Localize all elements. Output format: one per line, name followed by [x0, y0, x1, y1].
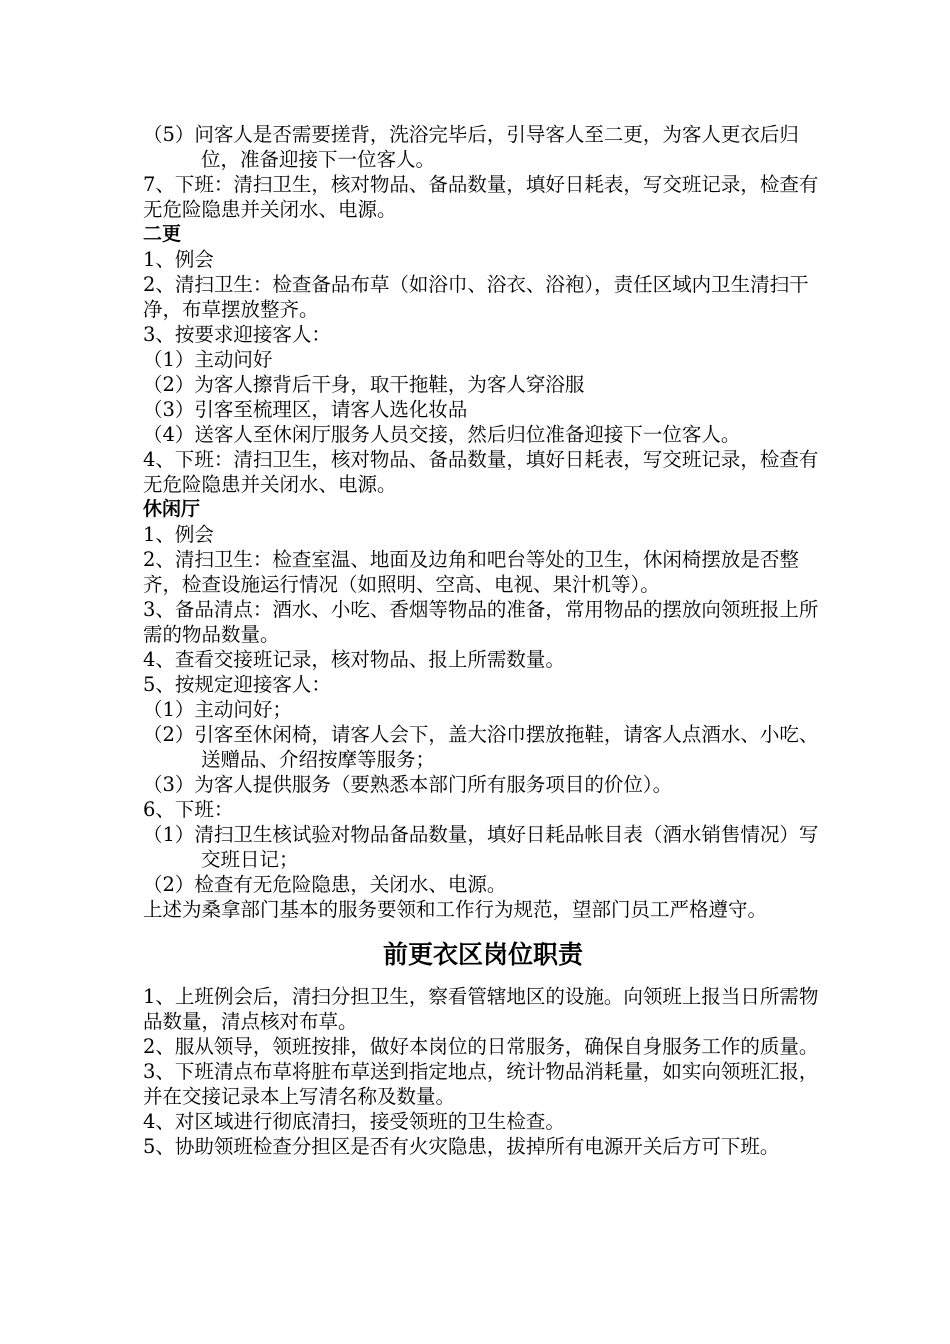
paragraph: 3、下班清点布草将脏布草送到指定地点，统计物品消耗量，如实向领班汇报，并在交接记录本上写清名称及数量。	[143, 1060, 819, 1108]
document-page	[143, 122, 823, 1159]
paragraph: 4、查看交接班记录，核对物品、报上所需数量。	[143, 648, 565, 671]
paragraph: 3、备品清点：酒水、小吃、香烟等物品的准备，常用物品的摆放向领班报上所需的物品数量。	[143, 598, 819, 646]
paragraph: 1、上班例会后，清扫分担卫生，察看管辖地区的设施。向领班上报当日所需物品数量，清点核对布草。	[143, 985, 819, 1033]
paragraph: 3、按要求迎接客人：	[143, 323, 331, 346]
paragraph: 2、服从领导，领班按排，做好本岗位的日常服务，确保自身服务工作的质量。	[143, 1035, 819, 1058]
paragraph: 1、例会	[143, 523, 214, 546]
paragraph: （5）问客人是否需要搓背，洗浴完毕后，引导客人至二更，为客人更衣后归位，准备迎接下一位客人。	[143, 123, 799, 171]
paragraph: 2、清扫卫生：检查室温、地面及边角和吧台等处的卫生，休闲椅摆放是否整齐，检查设施运行情况（如照明、空高、电视、果汁机等）。	[143, 548, 799, 596]
sub-item: （4）送客人至休闲厅服务人员交接，然后归位准备迎接下一位客人。	[143, 423, 741, 446]
sub-item: （3）引客至梳理区，请客人选化妆品	[143, 398, 468, 421]
paragraph: 4、下班：清扫卫生，核对物品、备品数量，填好日耗表，写交班记录，检查有无危险隐患并关闭水、电源。	[143, 448, 819, 496]
section-heading: 休闲厅	[143, 498, 201, 520]
paragraph: 1、例会	[143, 248, 214, 271]
paragraph: 2、清扫卫生：检查备品布草（如浴巾、浴衣、浴袍），责任区域内卫生清扫干净，布草摆放整齐。	[143, 273, 809, 321]
sub-item: （2）检查有无危险隐患，关闭水、电源。	[143, 873, 507, 896]
paragraph: 7、下班：清扫卫生，核对物品、备品数量，填好日耗表，写交班记录，检查有无危险隐患并关闭水、电源。	[143, 173, 819, 221]
section-heading: 二更	[143, 223, 182, 245]
sub-item: （2）引客至休闲椅，请客人会下，盖大浴巾摆放拖鞋，请客人点酒水、小吃、送赠品、介绍按摩等服务；	[143, 723, 819, 771]
paragraph: 5、协助领班检查分担区是否有火灾隐患，拔掉所有电源开关后方可下班。	[143, 1135, 780, 1158]
sub-item: （1）清扫卫生核试验对物品备品数量，填好日耗品帐目表（酒水销售情况）写交班日记；	[143, 823, 819, 871]
sub-item: （1）主动问好；	[143, 698, 292, 721]
sub-item: （3）为客人提供服务（要熟悉本部门所有服务项目的价位）。	[143, 773, 673, 796]
sub-item: （1）主动问好	[143, 348, 273, 371]
paragraph: 6、下班：	[143, 798, 234, 821]
paragraph: 5、按规定迎接客人：	[143, 673, 331, 696]
sub-item: （2）为客人擦背后干身，取干拖鞋，为客人穿浴服	[143, 373, 585, 396]
paragraph: 4、对区域进行彻底清扫，接受领班的卫生检查。	[143, 1110, 565, 1133]
paragraph: 上述为桑拿部门基本的服务要领和工作行为规范，望部门员工严格遵守。	[143, 898, 768, 921]
page-title: 前更衣区岗位职责	[382, 940, 583, 969]
